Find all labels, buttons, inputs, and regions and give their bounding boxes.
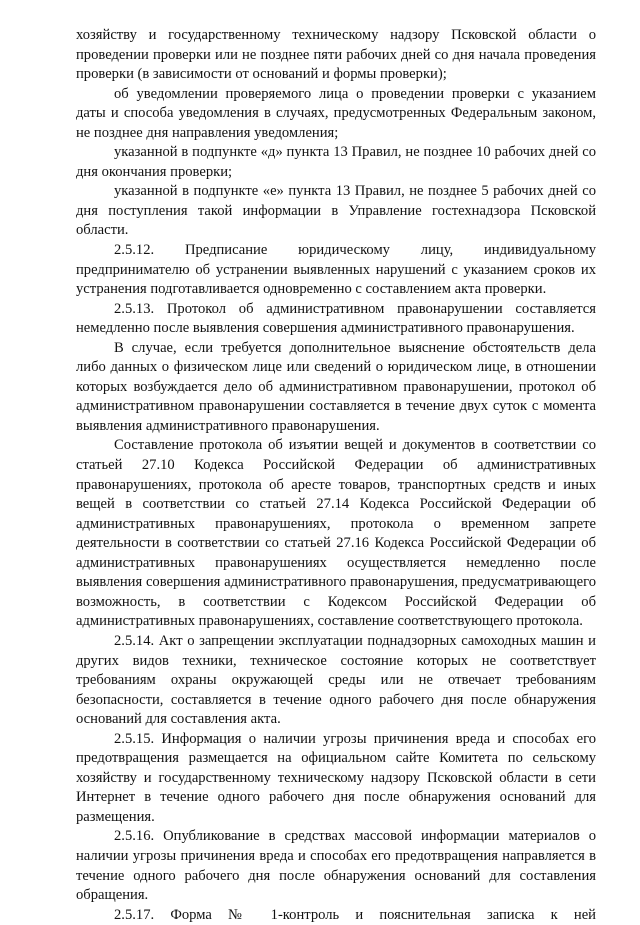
paragraph-5: 2.5.13. Протокол об административном правонарушении составляется немедленно после выявления совершения административного правонарушения. xyxy=(76,300,596,337)
paragraph-9: 2.5.15. Информация о наличии угрозы причинения вреда и способах его предотвращения размещается на официальном сайте Комитета по сельскому хозяйству и государственному техническому надзору Псковской области в сети Интернет в течение одного рабочего дня после обнаружения оснований для размещения. xyxy=(76,730,596,825)
paragraph-1: об уведомлении проверяемого лица о проведении проверки с указанием даты и способа уведомления в случаях, предусмотренных Федеральным законом, не позднее дня направления уведомления; xyxy=(76,85,596,141)
paragraph-6: В случае, если требуется дополнительное выяснение обстоятельств дела либо данных о физическом лице или сведений о юридическом лице, в отношении которых возбуждается дело об административном правонарушении, протокол об административном правонарушении составляется в течение двух суток с момента выявления административного правонарушения. xyxy=(76,339,596,434)
paragraph-4: 2.5.12. Предписание юридическому лицу, индивидуальному предпринимателю об устранении выявленных нарушений с указанием сроков их устранения подготавливается одновременно с составлением акта проверки. xyxy=(76,242,596,298)
document-page xyxy=(76,26,596,925)
paragraph-8: 2.5.14. Акт о запрещении эксплуатации поднадзорных самоходных машин и других видов техники, техническое состояние которых не соответствует требованиям охраны окружающей среды или не отвечает требованиям безопасности, составляется в течение одного рабочего дня после обнаружения оснований для составления акта. xyxy=(76,632,596,728)
paragraph-2: указанной в подпункте «д» пункта 13 Правил, не позднее 10 рабочих дней со дня окончания проверки; xyxy=(76,144,596,180)
paragraph-7: Составление протокола об изъятии вещей и документов в соответствии со статьей 27.10 Кодекса Российской Федерации об административных правонарушениях, протокола об аресте товаров, транспортных средств и иных вещей в соответствии со статьей 27.14 Кодекса Российской Федерации об административных правонарушениях, протокола о временном запрете деятельности в соответствии со статьей 27.16 Кодекса Российской Федерации об административных правонарушениях осуществляется немедленно после выявления совершения административного правонарушения, предусматривающего возможность, в соответствии с Кодексом Российской Федерации об административных правонарушениях, составление соответствующего протокола. xyxy=(76,437,596,630)
paragraph-3: указанной в подпункте «е» пункта 13 Правил, не позднее 5 рабочих дней со дня поступления такой информации в Управление гостехнадзора Псковской области. xyxy=(76,183,596,239)
paragraph-10: 2.5.16. Опубликование в средствах массовой информации материалов о наличии угрозы причинения вреда и способах его предотвращения направляется в течение одного рабочего дня после обнаружения оснований для составления обращения. xyxy=(76,828,596,904)
paragraph-0: хозяйству и государственному техническому надзору Псковской области о проведении проверки или не позднее пяти рабочих дней со дня начала проведения проверки (в зависимости от оснований и формы проверки); xyxy=(76,27,596,83)
paragraph-11: 2.5.17. Форма № 1-контроль и пояснительная записка к ней xyxy=(114,906,596,923)
